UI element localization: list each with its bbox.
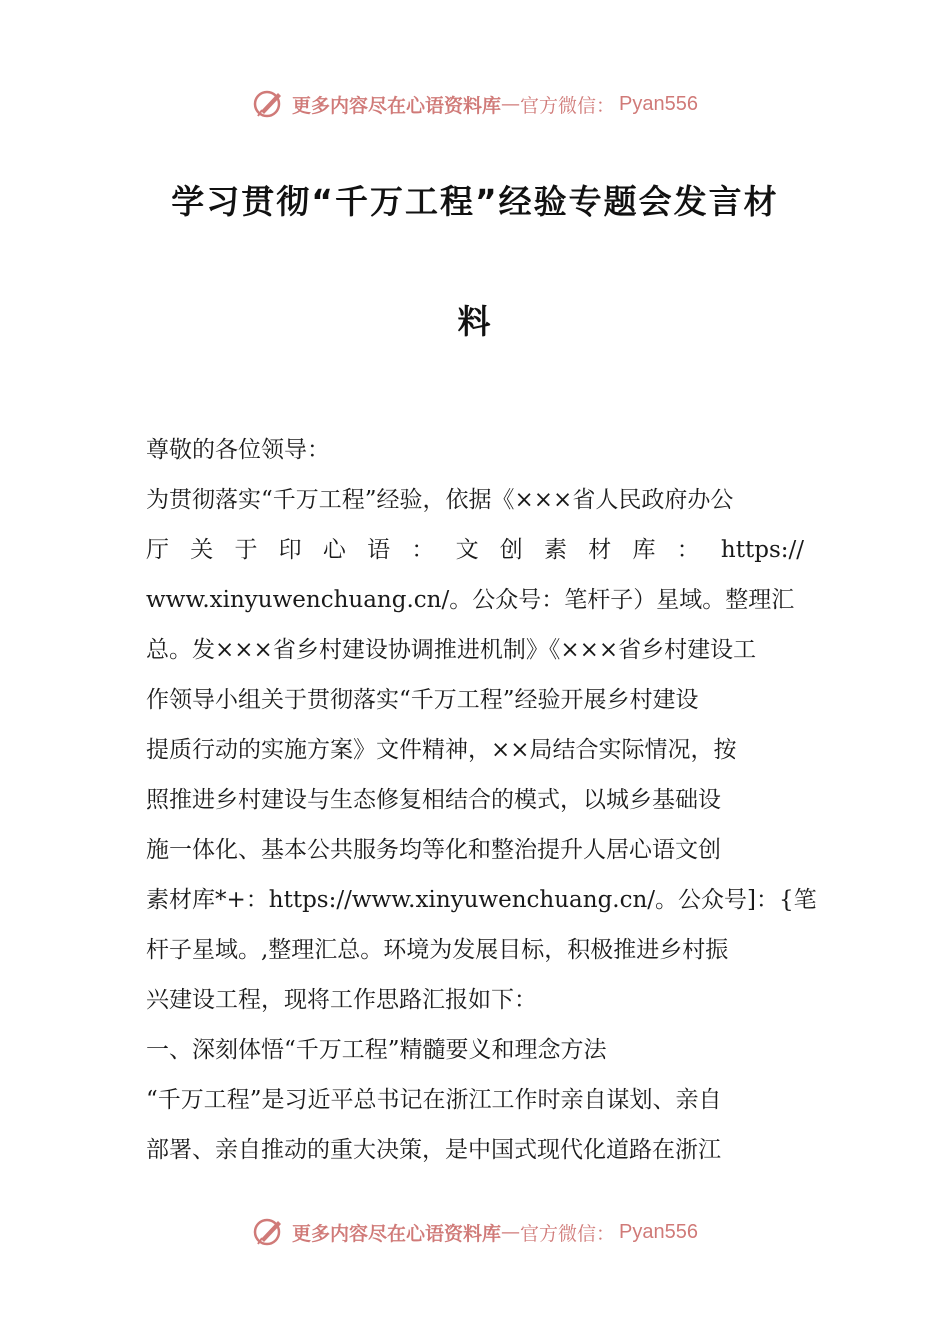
body-line: 施一体化、基本公共服务均等化和整治提升人居心语文创 <box>146 837 721 863</box>
section-heading-1: 一、深刻体悟“千万工程”精髓要义和理念方法 <box>146 1037 607 1063</box>
body-line: 厅 关 于 印 心 语 ： 文 创 素 材 库 ： https:// <box>146 537 804 563</box>
document-title-line-2: 料 <box>457 302 493 341</box>
body-line: 杆子星域。,整理汇总。环境为发展目标，积极推进乡村振 <box>146 937 729 963</box>
body-line: 素材库*+：https://www.xinyuwenchuang.cn/。公众号]：{笔 <box>146 887 817 913</box>
body-line: 为贯彻落实“千万工程”经验，依据《×××省人民政府办公 <box>146 487 734 513</box>
watermark-sub-text: 官方微信： <box>520 1222 616 1245</box>
watermark-separator: — <box>501 93 521 115</box>
quill-logo-icon <box>252 1215 286 1249</box>
body-line: 总。发×××省乡村建设协调推进机制》《×××省乡村建设工 <box>146 637 757 663</box>
watermark-main-text: 更多内容尽在心语资料库 <box>292 94 502 117</box>
watermark-separator: — <box>501 1221 521 1243</box>
body-line: www.xinyuwenchuang.cn/。公众号：笔杆子）星域。整理汇 <box>146 587 795 613</box>
body-line: 兴建设工程，现将工作思路汇报如下： <box>146 987 537 1013</box>
watermark-sub-text: 官方微信： <box>520 94 616 117</box>
body-line: 照推进乡村建设与生态修复相结合的模式，以城乡基础设 <box>146 787 721 813</box>
body-line-salutation: 尊敬的各位领导： <box>146 437 330 463</box>
body-line: “千万工程”是习近平总书记在浙江工作时亲自谋划、亲自 <box>146 1087 722 1113</box>
body-line: 作领导小组关于贯彻落实“千万工程”经验开展乡村建设 <box>146 687 699 713</box>
document-title-line-1: 学习贯彻“千万工程”经验专题会发言材 <box>171 182 779 221</box>
header-watermark <box>0 84 950 124</box>
watermark-wechat-id: Pyan556 <box>619 1220 698 1243</box>
body-line: 部署、亲自推动的重大决策，是中国式现代化道路在浙江 <box>146 1137 721 1163</box>
body-line: 提质行动的实施方案》文件精神，××局结合实际情况，按 <box>146 737 737 763</box>
watermark-main-text: 更多内容尽在心语资料库 <box>292 1222 502 1245</box>
watermark-wechat-id: Pyan556 <box>619 92 698 115</box>
quill-logo-icon <box>252 87 286 121</box>
footer-watermark <box>0 1212 950 1252</box>
